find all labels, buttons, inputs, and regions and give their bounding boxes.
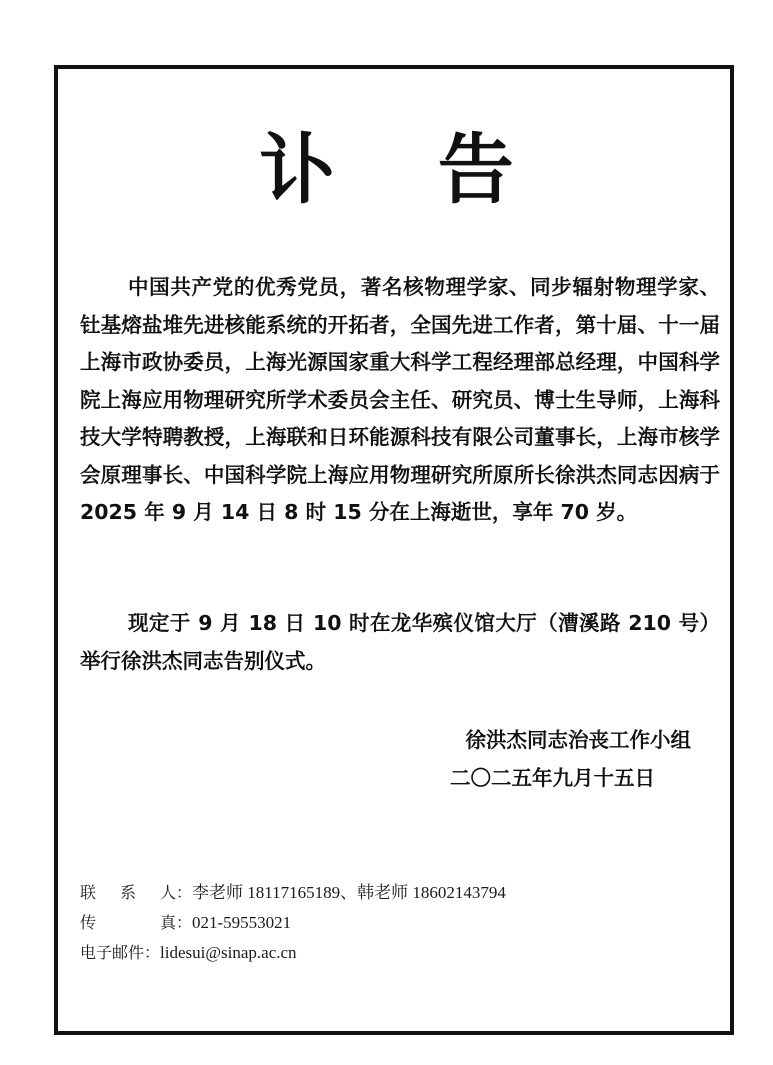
notice-title: 讣 告 xyxy=(259,125,552,214)
contact-person-label: 联 系 人 xyxy=(80,883,176,902)
obituary-paragraph: 中国共产党的优秀党员，著名核物理学家、同步辐射物理学家、钍基熔盐堆先进核能系统的开拓者，全国先进工作者，第十届、十一届上海市政协委员，上海光源国家重大科学工程经理部总经理，中国科学院上海应用物理研究所学术委员会主任、研究员、博士生导师，上海科技大学特聘教授，上海联和日环能源科技有限公司董事长，上海市核学会原理事长、中国科学院上海应用物理研究所原所长徐洪杰同志因病于2025 年 9 月 14 日 8 时 15 分在上海逝世，享年 70 岁。 xyxy=(80,275,720,524)
contact-fax-value: 021-59553021 xyxy=(192,913,292,932)
contact-person-row: 联 系 人：李老师 18117165189、韩老师 18602143794 xyxy=(80,878,506,908)
ceremony-paragraph: 现定于 9 月 18 日 10 时在龙华殡仪馆大厅（漕溪路 210 号）举行徐洪杰同志告别仪式。 xyxy=(80,611,720,673)
signature-organization: 徐洪杰同志治丧工作小组 xyxy=(465,728,691,752)
contact-email-row: 电子邮件：lidesui@sinap.ac.cn xyxy=(80,938,506,968)
contact-email-value: lidesui@sinap.ac.cn xyxy=(160,943,297,962)
signature-block xyxy=(391,722,691,797)
contact-block xyxy=(80,878,506,968)
contact-fax-row: 传 真：021-59553021 xyxy=(80,908,506,938)
signature-date: 二〇二五年九月十五日 xyxy=(450,765,655,790)
contact-fax-label: 传 真 xyxy=(80,913,176,932)
contact-person-value: 李老师 18117165189、韩老师 18602143794 xyxy=(192,883,506,902)
contact-email-label: 电子邮件 xyxy=(80,943,145,962)
